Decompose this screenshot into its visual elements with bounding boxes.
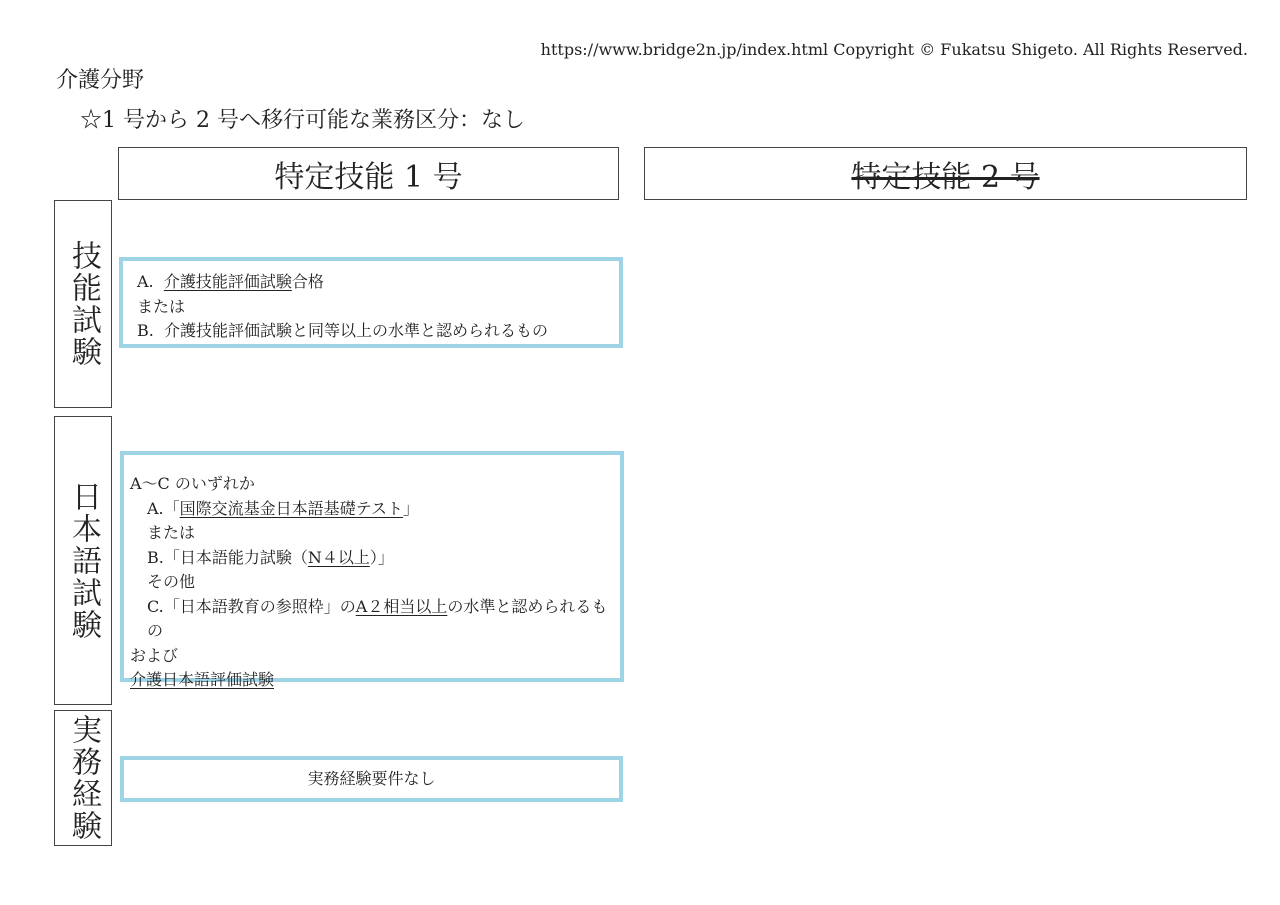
japanese-test-c-link[interactable]: A２相当以上	[355, 596, 448, 616]
skill-test-b-text: 介護技能評価試験と同等以上の水準と認められるもの	[164, 321, 549, 340]
row-label-japanese-test	[54, 416, 112, 705]
skill-test-or: または	[137, 296, 186, 316]
japanese-test-b-prefix: B.「日本語能力試験（	[147, 547, 308, 567]
japanese-test-a-suffix: 」	[403, 498, 420, 518]
japanese-test-box	[120, 451, 624, 689]
skill-test-a-suffix: 合格	[291, 272, 324, 291]
header-tokutei-1-label: 特定技能 1 号	[274, 159, 463, 195]
skill-test-option-b	[137, 319, 619, 344]
skill-test-b-prefix: B.	[137, 321, 154, 340]
row-label-skill-test-text: 技能試験	[66, 240, 101, 368]
header-tokutei-2	[644, 147, 1247, 200]
skill-test-box	[119, 257, 623, 348]
japanese-test-or: または	[147, 523, 196, 542]
japanese-test-option-a	[130, 497, 620, 522]
skill-test-a-link[interactable]: 介護技能評価試験	[163, 272, 292, 291]
row-label-japanese-test-text: 日本語試験	[66, 480, 101, 641]
work-experience-text: 実務経験要件なし	[307, 768, 436, 788]
japanese-test-other: その他	[147, 572, 196, 591]
header-tokutei-1	[118, 147, 619, 200]
copyright-notice: https://www.bridge2n.jp/index.html Copyright © Fukatsu Shigeto. All Rights Reserved.	[540, 40, 1248, 59]
row-label-work-experience-text: 実務経験	[66, 714, 101, 842]
header-tokutei-2-label: 特定技能 2 号	[851, 159, 1040, 195]
transition-note: ☆1 号から 2 号へ移行可能な業務区分：なし	[80, 108, 525, 133]
japanese-test-a-prefix: A.「	[147, 498, 180, 518]
japanese-test-intro: A〜C のいずれか	[130, 474, 255, 493]
work-experience-box	[120, 756, 623, 802]
japanese-test-a-link[interactable]: 国際交流基金日本語基礎テスト	[179, 498, 404, 518]
category-title: 介護分野	[56, 68, 145, 93]
row-label-work-experience	[54, 710, 112, 846]
japanese-test-c-suffix: の水準と認められるもの	[147, 596, 608, 640]
japanese-test-b-suffix: ）」	[369, 547, 394, 567]
row-label-skill-test	[54, 200, 112, 408]
japanese-test-option-c	[130, 595, 620, 644]
japanese-test-option-b	[130, 546, 620, 571]
skill-test-option-a	[137, 270, 619, 295]
japanese-test-kaigo-link[interactable]: 介護日本語評価試験	[130, 670, 275, 689]
japanese-test-b-link[interactable]: N４以上	[307, 547, 370, 567]
skill-test-a-prefix: A.	[137, 272, 154, 291]
japanese-test-and: および	[130, 645, 179, 665]
japanese-test-c-prefix: C.「日本語教育の参照枠」の	[147, 596, 356, 616]
